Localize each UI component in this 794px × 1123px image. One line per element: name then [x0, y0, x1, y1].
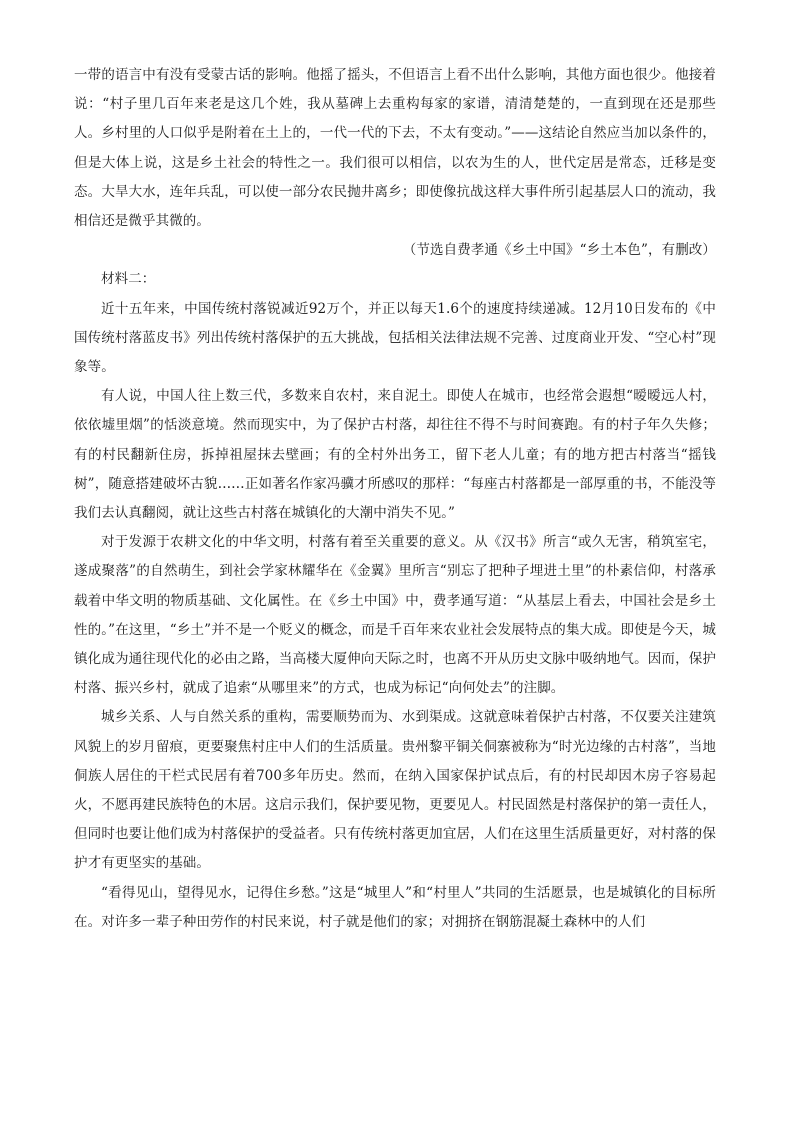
- paragraph: 有人说，中国人往上数三代，多数来自农村，来自泥土。即使人在城市，也经常会遐想“暧暧远人村，依依墟里烟”的恬淡意境。然而现实中，为了保护古村落，却往往不得不与时间赛跑。有的村子年久失修；有的村民翻新住房，拆掉祖屋抹去壁画；有的全村外出务工，留下老人儿童；有的地方把古村落当“摇钱树”，随意搭建破坏古貌……正如著名作家冯骥才所感叹的那样：“每座古村落都是一部厚重的书，不能没等我们去认真翻阅，就让这些古村落在城镇化的大潮中消失不见。”: [74, 388, 716, 522]
- document-body: [74, 61, 716, 937]
- paragraph: 对于发源于农耕文化的中华文明，村落有着至关重要的意义。从《汉书》所言“或久无害，稍筑室宅，遂成聚落”的自然萌生，到社会学家林耀华在《金翼》里所言“别忘了把种子埋进土里”的朴素信仰，村落承载着中华文明的物质基础、文化属性。在《乡土中国》中，费孝通写道：“从基层上看去，中国社会是乡土性的。”在这里，“乡土”并不是一个贬义的概念，而是千百年来农业社会发展特点的集大成。即使是今天，城镇化成为通往现代化的必由之路，当高楼大厦伸向天际之时，也离不开从历史文脉中吸纳地气。因而，保护村落、振兴乡村，就成了追索“从哪里来”的方式，也成为标记“向何处去”的注脚。: [74, 534, 716, 697]
- paragraph: “看得见山，望得见水，记得住乡愁。”这是“城里人”和“村里人”共同的生活愿景，也是城镇化的目标所在。对许多一辈子种田劳作的村民来说，村子就是他们的家；对拥挤在钢筋混凝土森林中的人们: [74, 884, 716, 930]
- paragraph: 近十五年来，中国传统村落锐减近92万个，并正以每天1.6个的速度持续递减。12月10日发布的《中国传统村落蓝皮书》列出传统村落保护的五大挑战，包括相关法律法规不完善、过度商业开发、“空心村”现象等。: [74, 300, 716, 376]
- material-two-heading: 材料二：: [101, 271, 156, 288]
- paragraph: 城乡关系、人与自然关系的重构，需要顺势而为、水到渠成。这就意味着保护古村落，不仅要关注建筑风貌上的岁月留痕，更要聚焦村庄中人们的生活质量。贵州黎平铜关侗寨被称为“时光边缘的古村落”，当地侗族人居住的干栏式民居有着700多年历史。然而，在纳入国家保护试点后，有的村民却因木房子容易起火，不愿再建民族特色的木居。这启示我们，保护要见物，更要见人。村民固然是村落保护的第一责任人，但同时也要让他们成为村落保护的受益者。只有传统村落更加宜居，人们在这里生活质量更好，对村落的保护才有更坚实的基础。: [74, 709, 716, 872]
- source-citation: （节选自费孝通《乡土中国》“乡土本色”，有删改）: [402, 242, 716, 259]
- paragraph-continuation: 一带的语言中有没有受蒙古话的影响。他摇了摇头，不但语言上看不出什么影响，其他方面也很少。他接着说：“村子里几百年来老是这几个姓，我从墓碑上去重构每家的家谱，清清楚楚的，一直到现在还是那些人。乡村里的人口似乎是附着在土上的，一代一代的下去，不太有变动。”——这结论自然应当加以条件的，但是大体上说，这是乡土社会的特性之一。我们很可以相信，以农为生的人，世代定居是常态，迁移是变态。大旱大水，连年兵乱，可以使一部分农民抛井离乡；即使像抗战这样大事件所引起基层人口的流动，我相信还是微乎其微的。: [74, 67, 716, 230]
